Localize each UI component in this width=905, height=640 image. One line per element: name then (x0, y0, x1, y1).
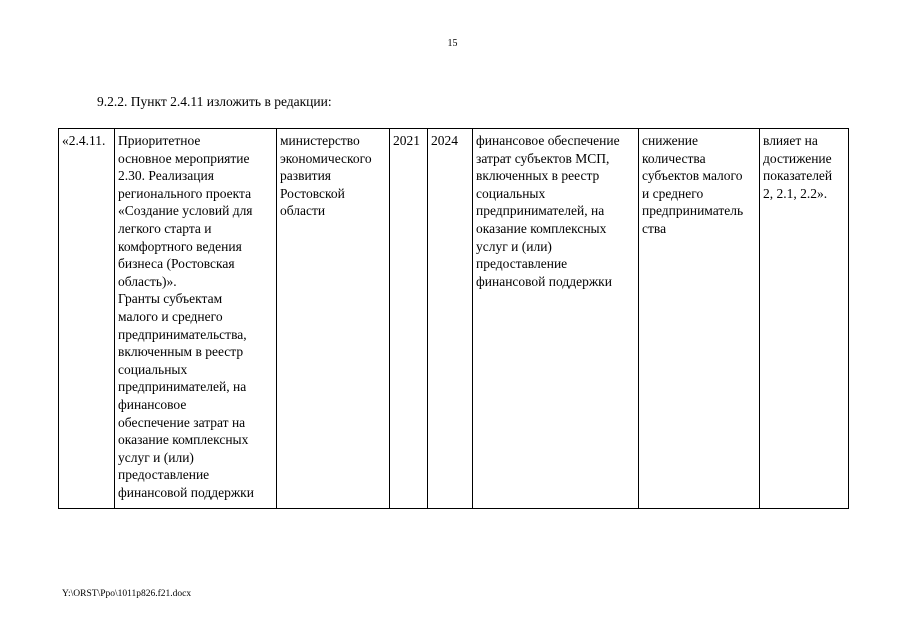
cell-number: «2.4.11. (59, 129, 115, 509)
amendment-intro: 9.2.2. Пункт 2.4.11 изложить в редакции: (97, 94, 332, 109)
cell-year-start: 2021 (390, 129, 428, 509)
footer-file-path: Y:\ORST\Ppo\1011p826.f21.docx (62, 589, 192, 599)
cell-executor: министерство экономического развития Ростовской области (277, 129, 390, 509)
amendment-table (58, 128, 849, 509)
cell-consequences: снижение количества субъектов малого и среднего предприниматель ства (639, 129, 760, 509)
cell-activity-name: Приоритетное основное мероприятие 2.30. Реализация регионального проекта «Создание условий для легкого старта и комфортного ведения бизнеса (Ростовская область)». Гранты субъектам малого и среднего предпринимательства, включенным в реестр социальных предпринимателей, на финансовое обеспечение затрат на оказание комплексных услуг и (или) предоставление финансовой поддержки (115, 129, 277, 509)
cell-expected-result: финансовое обеспечение затрат субъектов МСП, включенных в реестр социальных предпринимателей, на оказание комплексных услуг и (или) предоставление финансовой поддержки (473, 129, 639, 509)
cell-indicator-link: влияет на достижение показателей 2, 2.1, 2.2». (760, 129, 849, 509)
cell-year-end: 2024 (428, 129, 473, 509)
page-number: 15 (447, 38, 458, 49)
table-row (59, 129, 849, 509)
